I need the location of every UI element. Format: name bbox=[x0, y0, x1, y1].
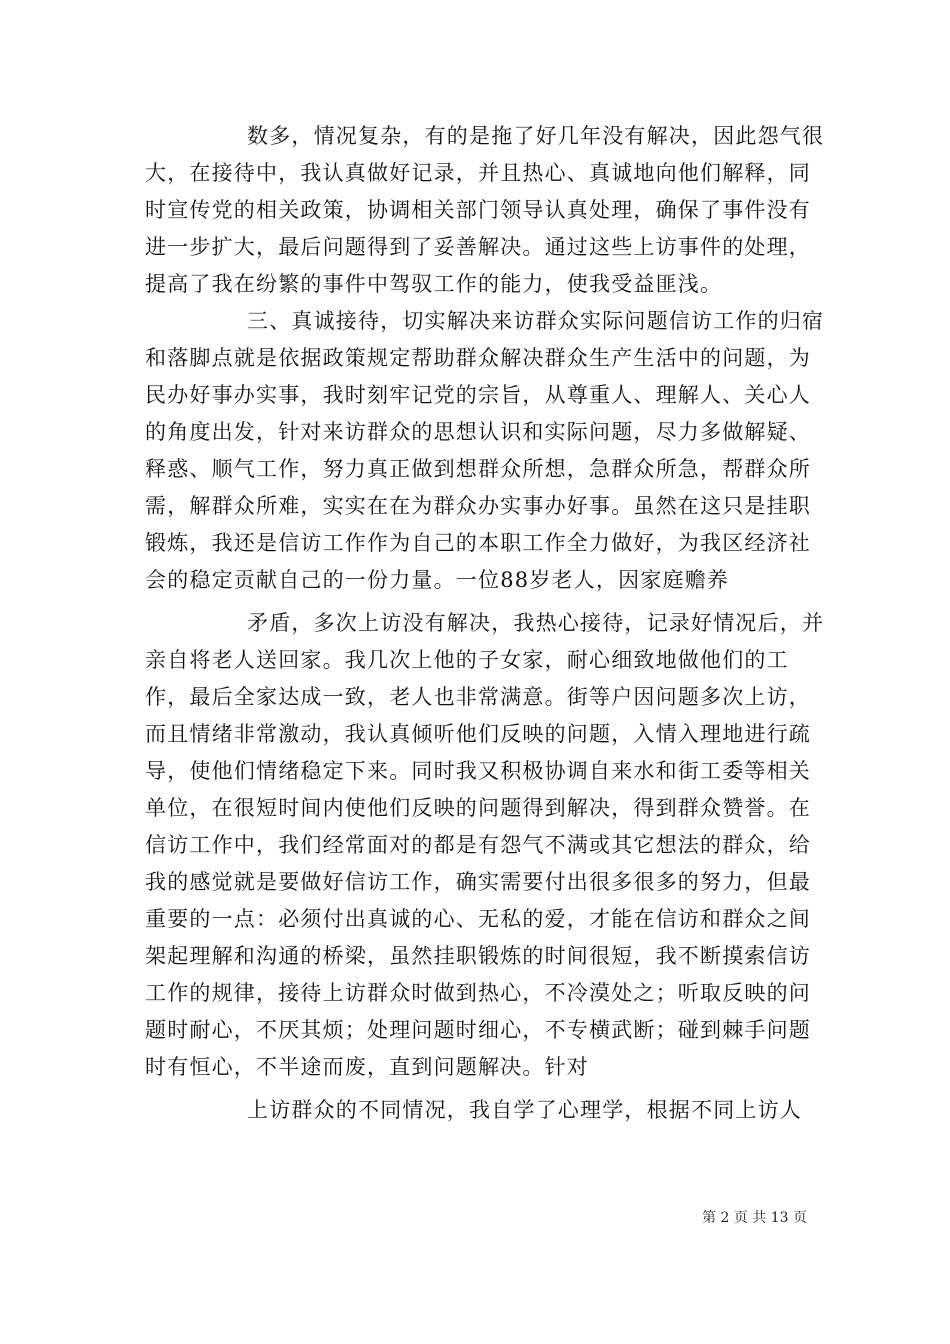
paragraph-1: 数多，情况复杂，有的是拖了好几年没有解决，因此怨气很大，在接待中，我认真做好记录，并且热心、真诚地向他们解释，同时宣传党的相关政策，协调相关部门领导认真处理，确保了事件没有进一步扩大，最后问题得到了妥善解决。通过这些上访事件的处理，提高了我在纷繁的事件中驾驭工作的能力，使我受益匪浅。 bbox=[145, 124, 825, 296]
paragraph-4: 上访群众的不同情况，我自学了心理学，根据不同上访人 bbox=[247, 1098, 802, 1122]
paragraph-2: 三、真诚接待，切实解决来访群众实际问题信访工作的归宿和落脚点就是依据政策规定帮助群众解决群众生产生活中的问题，为民办好事办实事，我时刻牢记党的宗旨，从尊重人、理解人、关心人的角度出发，针对来访群众的思想认识和实际问题，尽力多做解疑、释惑、顺气工作，努力真正做到想群众所想，急群众所急，帮群众所需，解群众所难，实实在在为群众办实事办好事。虽然在这只是挂职锻炼，我还是信访工作作为自己的本职工作全力做好，为我区经济社会的稳定贡献自己的一份力量。一位88岁老人，因家庭赡养 bbox=[145, 309, 825, 592]
page-number-footer: 第 2 页 共 13 页 bbox=[702, 1210, 807, 1226]
body-text bbox=[145, 118, 825, 1129]
paragraph-3: 矛盾，多次上访没有解决，我热心接待，记录好情况后，并亲自将老人送回家。我几次上他的子女家，耐心细致地做他们的工作，最后全家达成一致，老人也非常满意。街等户因问题多次上访，而且情绪非常激动，我认真倾听他们反映的问题，入情入理地进行疏导，使他们情绪稳定下来。同时我又积极协调自来水和街工委等相关单位，在很短时间内使他们反映的问题得到解决，得到群众赞誉。在信访工作中，我们经常面对的都是有怨气不满或其它想法的群众，给我的感觉就是要做好信访工作，确实需要付出很多很多的努力，但最重要的一点：必须付出真诚的心、无私的爱，才能在信访和群众之间架起理解和沟通的桥梁，虽然挂职锻炼的时间很短，我不断摸索信访工作的规律，接待上访群众时做到热心，不冷漠处之；听取反映的问题时耐心，不厌其烦；处理问题时细心，不专横武断；碰到棘手问题时有恒心，不半途而废，直到问题解决。针对 bbox=[145, 611, 825, 1079]
